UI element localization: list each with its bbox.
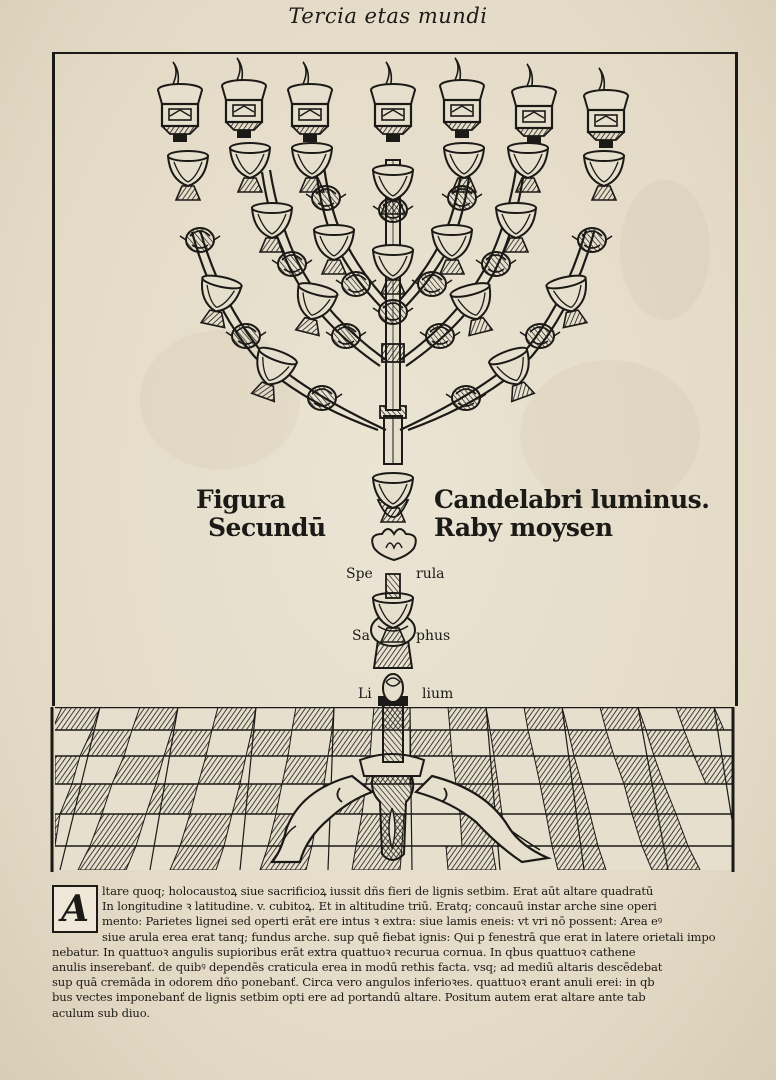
text-line: anulis inserebanť. de quibꝰ dependēs craticula erea in modū rethis facta. vsq; ad mediū altaris descēdebat	[52, 960, 663, 975]
label-lilium-right: lium	[422, 686, 454, 702]
caption-left-line-1: Figura	[196, 485, 286, 514]
text-line: mento: Parietes lignei sed operti erāt ere intus ꝛ extra: siue lamis eneis: vt vri nō possent: Area eꝰ	[102, 914, 662, 929]
drop-cap: A	[52, 885, 98, 933]
text-line: ltare quoq; holocaustoꝝ siue sacrificioꝝ iussit dñs fieri de lignis setbim. Erat aūt altare quadratū	[102, 884, 654, 898]
label-saphus-left: Sa	[352, 628, 370, 644]
text-line: In longitudine ꝛ latitudine. v. cubitoꝝ. Et in altitudine triū. Eratq; concauū instar arche sine operi	[102, 899, 657, 914]
text-line: sup quā cremāda in odorem dño ponebanť. Circa vero angulos inferioꝛes. quattuoꝛ erant anuli erei: in qb	[52, 975, 655, 990]
running-head: Tercia etas mundi	[288, 4, 488, 28]
caption-right	[434, 486, 709, 542]
caption-left	[196, 486, 326, 542]
lamps	[158, 58, 628, 148]
text-line: siue arula erea erat tanq; fundus arche. sup quē fiebat ignis: Qui p fenestrā que erat in latere orietali impo	[102, 929, 716, 944]
label-saphus-right: phus	[416, 628, 451, 644]
text-line: aculum sub diuo.	[52, 1005, 150, 1020]
text-line: bus vectes imponebanť de lignis setbim opti ere ad portandū altare. Positum autem erat altare ante tab	[52, 990, 646, 1005]
label-lilium-left: Li	[358, 686, 372, 702]
caption-left-line-2: Secundū	[208, 513, 326, 542]
body-text	[52, 884, 736, 1021]
caption-right-line-2: Raby moysen	[434, 513, 613, 542]
caption-right-line-1: Candelabri luminus.	[434, 485, 710, 514]
label-sperula-right: rula	[416, 566, 445, 582]
label-sperula-left: Spe	[346, 566, 373, 582]
text-line: nebatur. In quattuoꝛ angulis supioribus erāt extra quattuoꝛ recurua cornua. In qbus quattuoꝛ cathene	[52, 944, 636, 959]
